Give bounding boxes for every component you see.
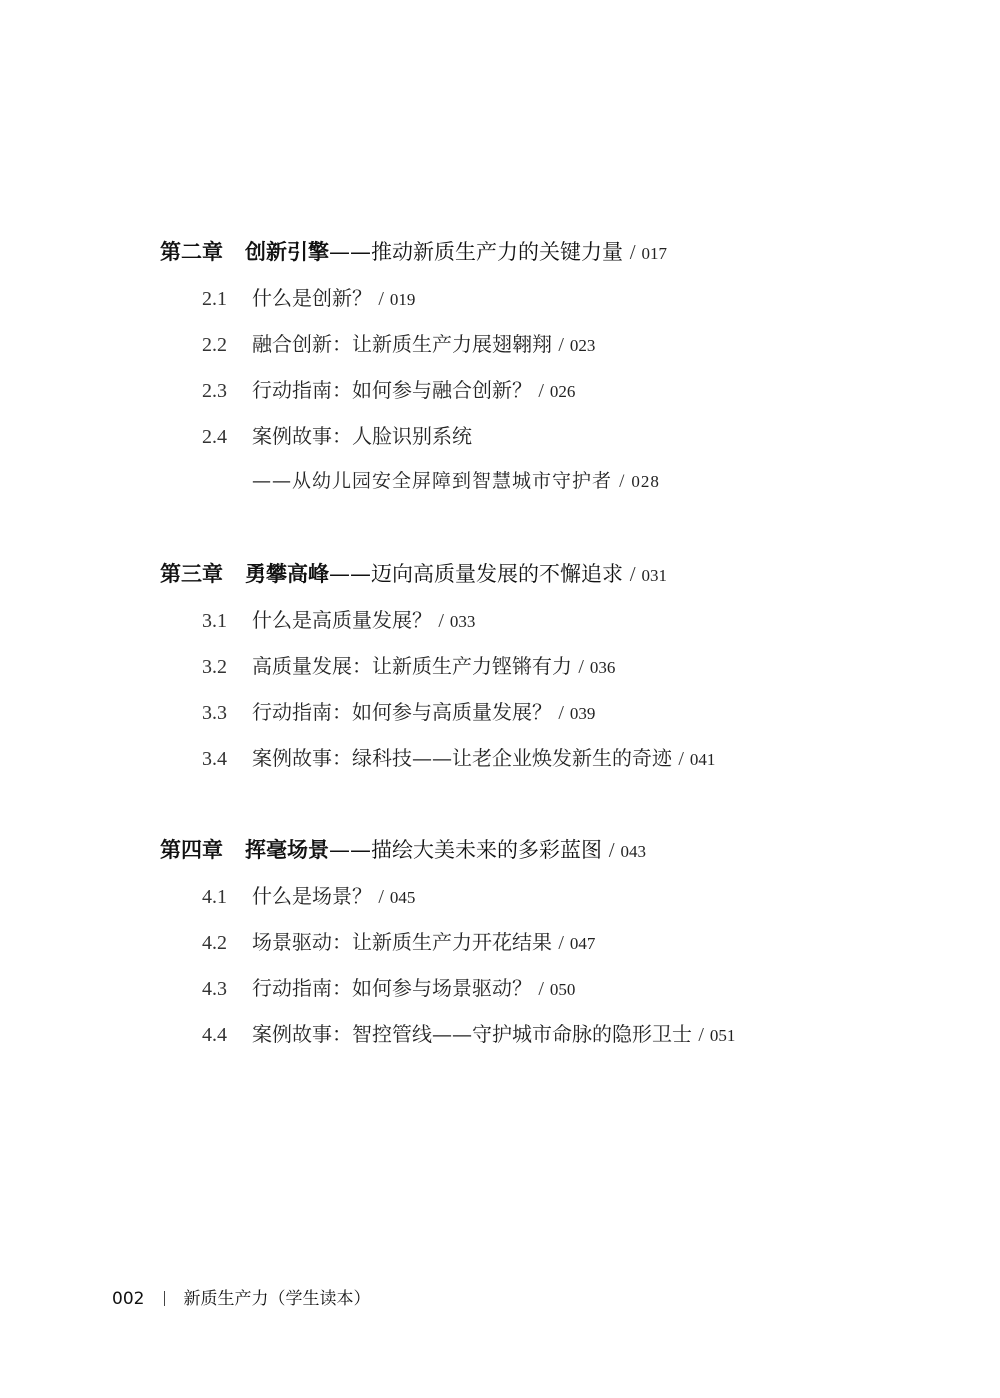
section-title: 案例故事：人脸识别系统 xyxy=(252,424,472,448)
chapter-heading-3[interactable] xyxy=(160,564,667,585)
chapter-title-key: 创新引擎 xyxy=(245,240,329,264)
footer-divider xyxy=(164,1291,165,1306)
chapter-title xyxy=(245,242,623,263)
section-number: 2.1 xyxy=(202,288,227,310)
section-title: 场景驱动：让新质生产力开花结果 xyxy=(252,930,552,954)
section-title: 什么是高质量发展？ xyxy=(252,608,432,632)
toc-entry[interactable] xyxy=(202,426,472,447)
section-number: 3.4 xyxy=(202,748,227,770)
chapter-label: 第四章 xyxy=(160,838,223,862)
page-number: 041 xyxy=(689,750,716,769)
section-number: 2.3 xyxy=(202,380,227,402)
section-number: 3.1 xyxy=(202,610,227,632)
chapter-label: 第三章 xyxy=(160,562,223,586)
page-separator: / xyxy=(558,334,564,356)
toc-entry-subtitle[interactable] xyxy=(252,472,660,491)
page-separator: / xyxy=(558,932,564,954)
toc-entry[interactable] xyxy=(202,748,715,769)
page-separator: / xyxy=(678,748,684,770)
page-number: 019 xyxy=(389,290,416,309)
chapter-title-rest: ——推动新质生产力的关键力量 xyxy=(329,240,623,264)
chapter-title xyxy=(245,564,623,585)
chapter-title-key: 挥毫场景 xyxy=(245,838,329,862)
chapter-heading-2[interactable] xyxy=(160,242,667,263)
toc-entry[interactable] xyxy=(202,702,595,723)
section-number: 4.1 xyxy=(202,886,227,908)
page-number: 036 xyxy=(589,658,616,677)
toc-entry[interactable] xyxy=(202,334,595,355)
section-title: 案例故事：绿科技——让老企业焕发新生的奇迹 xyxy=(252,746,672,770)
page-number: 033 xyxy=(449,612,476,631)
page-separator: / xyxy=(378,886,384,908)
chapter-title-rest: ——描绘大美未来的多彩蓝图 xyxy=(329,838,602,862)
page-number: 043 xyxy=(620,842,647,861)
section-title: 行动指南：如何参与高质量发展？ xyxy=(252,700,552,724)
page-separator: / xyxy=(629,562,636,586)
page-separator: / xyxy=(558,702,564,724)
page-number: 023 xyxy=(569,336,596,355)
toc-entry[interactable] xyxy=(202,886,415,907)
page-number: 045 xyxy=(389,888,416,907)
toc-entry[interactable] xyxy=(202,656,615,677)
section-number: 3.3 xyxy=(202,702,227,724)
page-number: 026 xyxy=(549,382,576,401)
page-footer xyxy=(112,1284,370,1309)
page-number: 017 xyxy=(641,244,668,263)
page-number: 039 xyxy=(569,704,596,723)
page-number: 028 xyxy=(631,472,660,491)
section-title: 高质量发展：让新质生产力铿锵有力 xyxy=(252,654,572,678)
section-title: 行动指南：如何参与场景驱动？ xyxy=(252,976,532,1000)
page-number: 051 xyxy=(709,1026,736,1045)
section-number: 4.4 xyxy=(202,1024,227,1046)
section-title: 案例故事：智控管线——守护城市命脉的隐形卫士 xyxy=(252,1022,692,1046)
toc-entry[interactable] xyxy=(202,288,415,309)
page-separator: / xyxy=(619,471,626,492)
section-title: 融合创新：让新质生产力展翅翱翔 xyxy=(252,332,552,356)
section-subtitle: ——从幼儿园安全屏障到智慧城市守护者 xyxy=(252,470,613,492)
section-number: 2.4 xyxy=(202,426,227,448)
page-number: 031 xyxy=(641,566,668,585)
chapter-heading-4[interactable] xyxy=(160,840,646,861)
page-separator: / xyxy=(698,1024,704,1046)
toc-entry[interactable] xyxy=(202,380,575,401)
page-separator: / xyxy=(378,288,384,310)
page-number: 050 xyxy=(549,980,576,999)
footer-book-title: 新质生产力（学生读本） xyxy=(183,1289,371,1309)
page-separator: / xyxy=(538,380,544,402)
section-title: 什么是场景？ xyxy=(252,884,372,908)
chapter-label: 第二章 xyxy=(160,240,223,264)
page-separator: / xyxy=(438,610,444,632)
toc-entry[interactable] xyxy=(202,610,475,631)
page-number: 047 xyxy=(569,934,596,953)
toc-entry[interactable] xyxy=(202,932,595,953)
chapter-title xyxy=(245,840,602,861)
section-number: 3.2 xyxy=(202,656,227,678)
footer-page-number: 002 xyxy=(112,1289,145,1309)
page-separator: / xyxy=(608,838,615,862)
section-number: 4.2 xyxy=(202,932,227,954)
section-number: 2.2 xyxy=(202,334,227,356)
section-title: 什么是创新？ xyxy=(252,286,372,310)
chapter-title-key: 勇攀高峰 xyxy=(245,562,329,586)
toc-entry[interactable] xyxy=(202,1024,735,1045)
section-title: 行动指南：如何参与融合创新？ xyxy=(252,378,532,402)
page-separator: / xyxy=(629,240,636,264)
section-number: 4.3 xyxy=(202,978,227,1000)
toc-entry[interactable] xyxy=(202,978,575,999)
chapter-title-rest: ——迈向高质量发展的不懈追求 xyxy=(329,562,623,586)
page-separator: / xyxy=(578,656,584,678)
page-separator: / xyxy=(538,978,544,1000)
